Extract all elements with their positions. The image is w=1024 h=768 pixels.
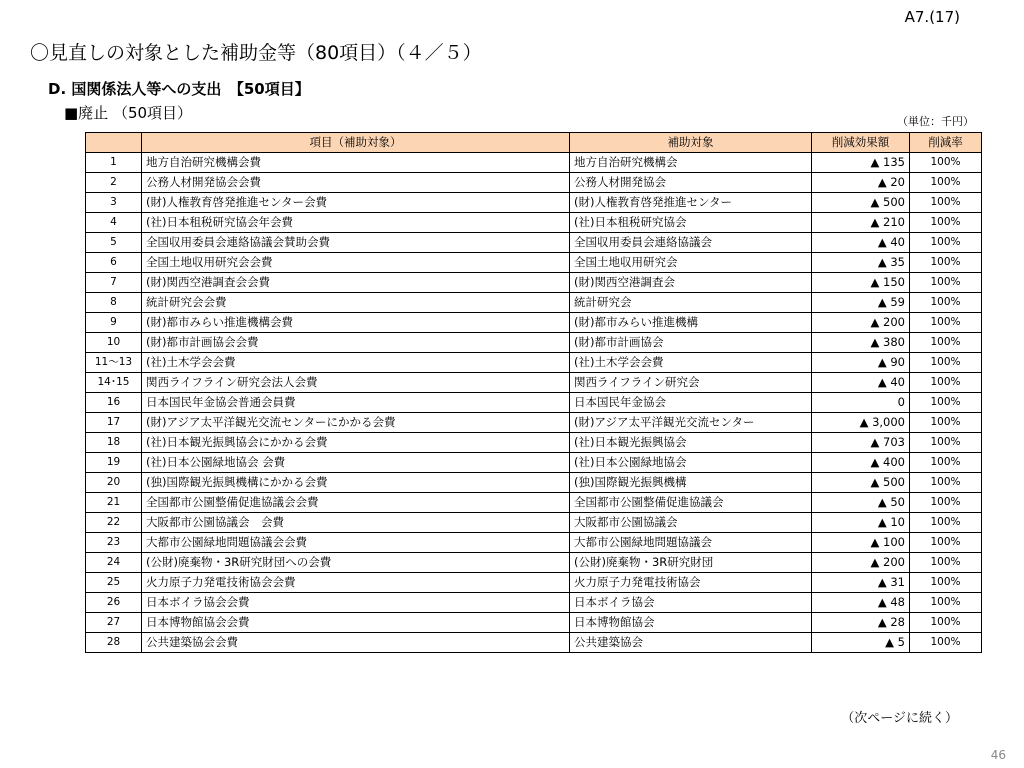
table-row [86, 473, 982, 493]
cell-amount: ▲ 703 [812, 433, 910, 453]
cell-amount: ▲ 500 [812, 473, 910, 493]
cell-amount: ▲ 40 [812, 233, 910, 253]
cell-amount: ▲ 28 [812, 613, 910, 633]
header-amount: 削減効果額 [812, 133, 910, 153]
cell-target: (財)都市計画協会 [570, 333, 812, 353]
cell-item: (財)アジア太平洋観光交流センターにかかる会費 [142, 413, 570, 433]
header-no [86, 133, 142, 153]
table-row [86, 313, 982, 333]
cell-amount: ▲ 48 [812, 593, 910, 613]
table-row [86, 293, 982, 313]
cell-amount: ▲ 35 [812, 253, 910, 273]
page-number: 46 [990, 748, 1006, 762]
section-title: D. 国関係法人等への支出 【50項目】 [48, 80, 310, 98]
table-row [86, 213, 982, 233]
cell-amount: ▲ 40 [812, 373, 910, 393]
cell-no: 2 [86, 173, 142, 193]
header-target: 補助対象 [570, 133, 812, 153]
table-row [86, 373, 982, 393]
cell-no: 6 [86, 253, 142, 273]
cell-no: 7 [86, 273, 142, 293]
cell-target: 統計研究会 [570, 293, 812, 313]
cell-rate: 100% [910, 353, 982, 373]
cell-target: (独)国際観光振興機構 [570, 473, 812, 493]
slide-id: A7.(17) [904, 8, 960, 26]
cell-amount: ▲ 90 [812, 353, 910, 373]
cell-amount: ▲ 100 [812, 533, 910, 553]
cell-rate: 100% [910, 413, 982, 433]
cell-item: 統計研究会会費 [142, 293, 570, 313]
cell-target: 地方自治研究機構会 [570, 153, 812, 173]
table-row [86, 433, 982, 453]
cell-no: 4 [86, 213, 142, 233]
cell-target: (財)関西空港調査会 [570, 273, 812, 293]
cell-target: (社)日本公園緑地協会 [570, 453, 812, 473]
cell-target: (社)土木学会会費 [570, 353, 812, 373]
cell-no: 24 [86, 553, 142, 573]
cell-amount: ▲ 3,000 [812, 413, 910, 433]
table-row [86, 273, 982, 293]
cell-rate: 100% [910, 273, 982, 293]
cell-amount: ▲ 210 [812, 213, 910, 233]
table-row [86, 533, 982, 553]
cell-item: 地方自治研究機構会費 [142, 153, 570, 173]
cell-rate: 100% [910, 493, 982, 513]
cell-target: 全国収用委員会連絡協議会 [570, 233, 812, 253]
cell-target: (社)日本租税研究協会 [570, 213, 812, 233]
cell-target: (財)都市みらい推進機構 [570, 313, 812, 333]
cell-rate: 100% [910, 373, 982, 393]
header-item: 項目（補助対象） [142, 133, 570, 153]
cell-item: (公財)廃棄物・3R研究財団への会費 [142, 553, 570, 573]
cell-target: (財)アジア太平洋観光交流センター [570, 413, 812, 433]
table-row [86, 393, 982, 413]
cell-amount: 0 [812, 393, 910, 413]
cell-no: 25 [86, 573, 142, 593]
cell-rate: 100% [910, 553, 982, 573]
cell-target: 日本博物館協会 [570, 613, 812, 633]
cell-amount: ▲ 135 [812, 153, 910, 173]
cell-target: 全国都市公園整備促進協議会 [570, 493, 812, 513]
cell-item: 大都市公園緑地問題協議会会費 [142, 533, 570, 553]
cell-rate: 100% [910, 633, 982, 653]
cell-item: (財)関西空港調査会会費 [142, 273, 570, 293]
cell-amount: ▲ 20 [812, 173, 910, 193]
cell-target: (社)日本観光振興協会 [570, 433, 812, 453]
cell-item: 日本国民年金協会普通会員費 [142, 393, 570, 413]
cell-amount: ▲ 380 [812, 333, 910, 353]
cell-target: 日本国民年金協会 [570, 393, 812, 413]
cell-rate: 100% [910, 333, 982, 353]
cell-rate: 100% [910, 453, 982, 473]
cell-target: 火力原子力発電技術協会 [570, 573, 812, 593]
cell-no: 3 [86, 193, 142, 213]
cell-amount: ▲ 5 [812, 633, 910, 653]
cell-rate: 100% [910, 193, 982, 213]
cell-item: (社)日本公園緑地協会 会費 [142, 453, 570, 473]
cell-item: (独)国際観光振興機構にかかる会費 [142, 473, 570, 493]
cell-no: 21 [86, 493, 142, 513]
cell-rate: 100% [910, 253, 982, 273]
cell-target: 公共建築協会 [570, 633, 812, 653]
cell-amount: ▲ 150 [812, 273, 910, 293]
cell-amount: ▲ 400 [812, 453, 910, 473]
table-row [86, 613, 982, 633]
cell-target: (財)人権教育啓発推進センター [570, 193, 812, 213]
cell-no: 8 [86, 293, 142, 313]
cell-rate: 100% [910, 313, 982, 333]
cell-item: 公務人材開発協会会費 [142, 173, 570, 193]
table-row [86, 453, 982, 473]
table-row [86, 593, 982, 613]
cell-rate: 100% [910, 533, 982, 553]
table-body [86, 153, 982, 653]
cell-item: 日本ボイラ協会会費 [142, 593, 570, 613]
cell-amount: ▲ 200 [812, 553, 910, 573]
cell-no: 23 [86, 533, 142, 553]
cell-item: (財)都市みらい推進機構会費 [142, 313, 570, 333]
cell-rate: 100% [910, 173, 982, 193]
cell-no: 5 [86, 233, 142, 253]
table-row [86, 633, 982, 653]
table-row [86, 173, 982, 193]
table-row [86, 353, 982, 373]
cell-amount: ▲ 500 [812, 193, 910, 213]
cell-amount: ▲ 10 [812, 513, 910, 533]
cell-rate: 100% [910, 393, 982, 413]
cell-target: 関西ライフライン研究会 [570, 373, 812, 393]
cell-rate: 100% [910, 513, 982, 533]
cell-rate: 100% [910, 293, 982, 313]
cell-target: 公務人材開発協会 [570, 173, 812, 193]
table-row [86, 493, 982, 513]
cell-item: (社)土木学会会費 [142, 353, 570, 373]
table-header-row [86, 133, 982, 153]
cell-item: (社)日本租税研究協会年会費 [142, 213, 570, 233]
cell-no: 9 [86, 313, 142, 333]
cell-target: 大都市公園緑地問題協議会 [570, 533, 812, 553]
cell-item: (財)人権教育啓発推進センター会費 [142, 193, 570, 213]
cell-amount: ▲ 200 [812, 313, 910, 333]
cell-no: 18 [86, 433, 142, 453]
cell-item: 全国都市公園整備促進協議会会費 [142, 493, 570, 513]
cell-item: (財)都市計画協会会費 [142, 333, 570, 353]
table-row [86, 233, 982, 253]
page-title: 〇見直しの対象とした補助金等（80項目）（４／５） [30, 42, 482, 64]
cell-item: 大阪都市公園協議会 会費 [142, 513, 570, 533]
cell-no: 11～13 [86, 353, 142, 373]
table-row [86, 413, 982, 433]
cell-no: 22 [86, 513, 142, 533]
cell-target: (公財)廃棄物・3R研究財団 [570, 553, 812, 573]
cell-rate: 100% [910, 473, 982, 493]
cell-rate: 100% [910, 613, 982, 633]
table-row [86, 553, 982, 573]
cell-item: 公共建築協会会費 [142, 633, 570, 653]
table-row [86, 513, 982, 533]
cell-amount: ▲ 31 [812, 573, 910, 593]
cell-rate: 100% [910, 153, 982, 173]
cell-item: (社)日本観光振興協会にかかる会費 [142, 433, 570, 453]
header-rate: 削減率 [910, 133, 982, 153]
table-row [86, 573, 982, 593]
cell-rate: 100% [910, 573, 982, 593]
cell-rate: 100% [910, 433, 982, 453]
continue-note: （次ページに続く） [841, 711, 958, 726]
cell-target: 大阪都市公園協議会 [570, 513, 812, 533]
table-row [86, 253, 982, 273]
cell-no: 14･15 [86, 373, 142, 393]
cell-no: 26 [86, 593, 142, 613]
cell-rate: 100% [910, 233, 982, 253]
cell-no: 16 [86, 393, 142, 413]
cell-amount: ▲ 50 [812, 493, 910, 513]
cell-amount: ▲ 59 [812, 293, 910, 313]
table-row [86, 333, 982, 353]
cell-item: 日本博物館協会会費 [142, 613, 570, 633]
table-row [86, 193, 982, 213]
unit-label: （単位：千円） [897, 115, 974, 128]
cell-no: 28 [86, 633, 142, 653]
sub-title: ■廃止 （50項目） [64, 104, 193, 122]
cell-item: 全国収用委員会連絡協議会賛助会費 [142, 233, 570, 253]
cell-no: 10 [86, 333, 142, 353]
cell-no: 20 [86, 473, 142, 493]
table-row [86, 153, 982, 173]
cell-target: 日本ボイラ協会 [570, 593, 812, 613]
cell-no: 19 [86, 453, 142, 473]
cell-target: 全国土地収用研究会 [570, 253, 812, 273]
cell-item: 全国土地収用研究会会費 [142, 253, 570, 273]
cell-rate: 100% [910, 593, 982, 613]
cell-no: 27 [86, 613, 142, 633]
cell-item: 関西ライフライン研究会法人会費 [142, 373, 570, 393]
cell-no: 1 [86, 153, 142, 173]
cell-no: 17 [86, 413, 142, 433]
cell-rate: 100% [910, 213, 982, 233]
subsidy-table [85, 132, 982, 653]
cell-item: 火力原子力発電技術協会会費 [142, 573, 570, 593]
